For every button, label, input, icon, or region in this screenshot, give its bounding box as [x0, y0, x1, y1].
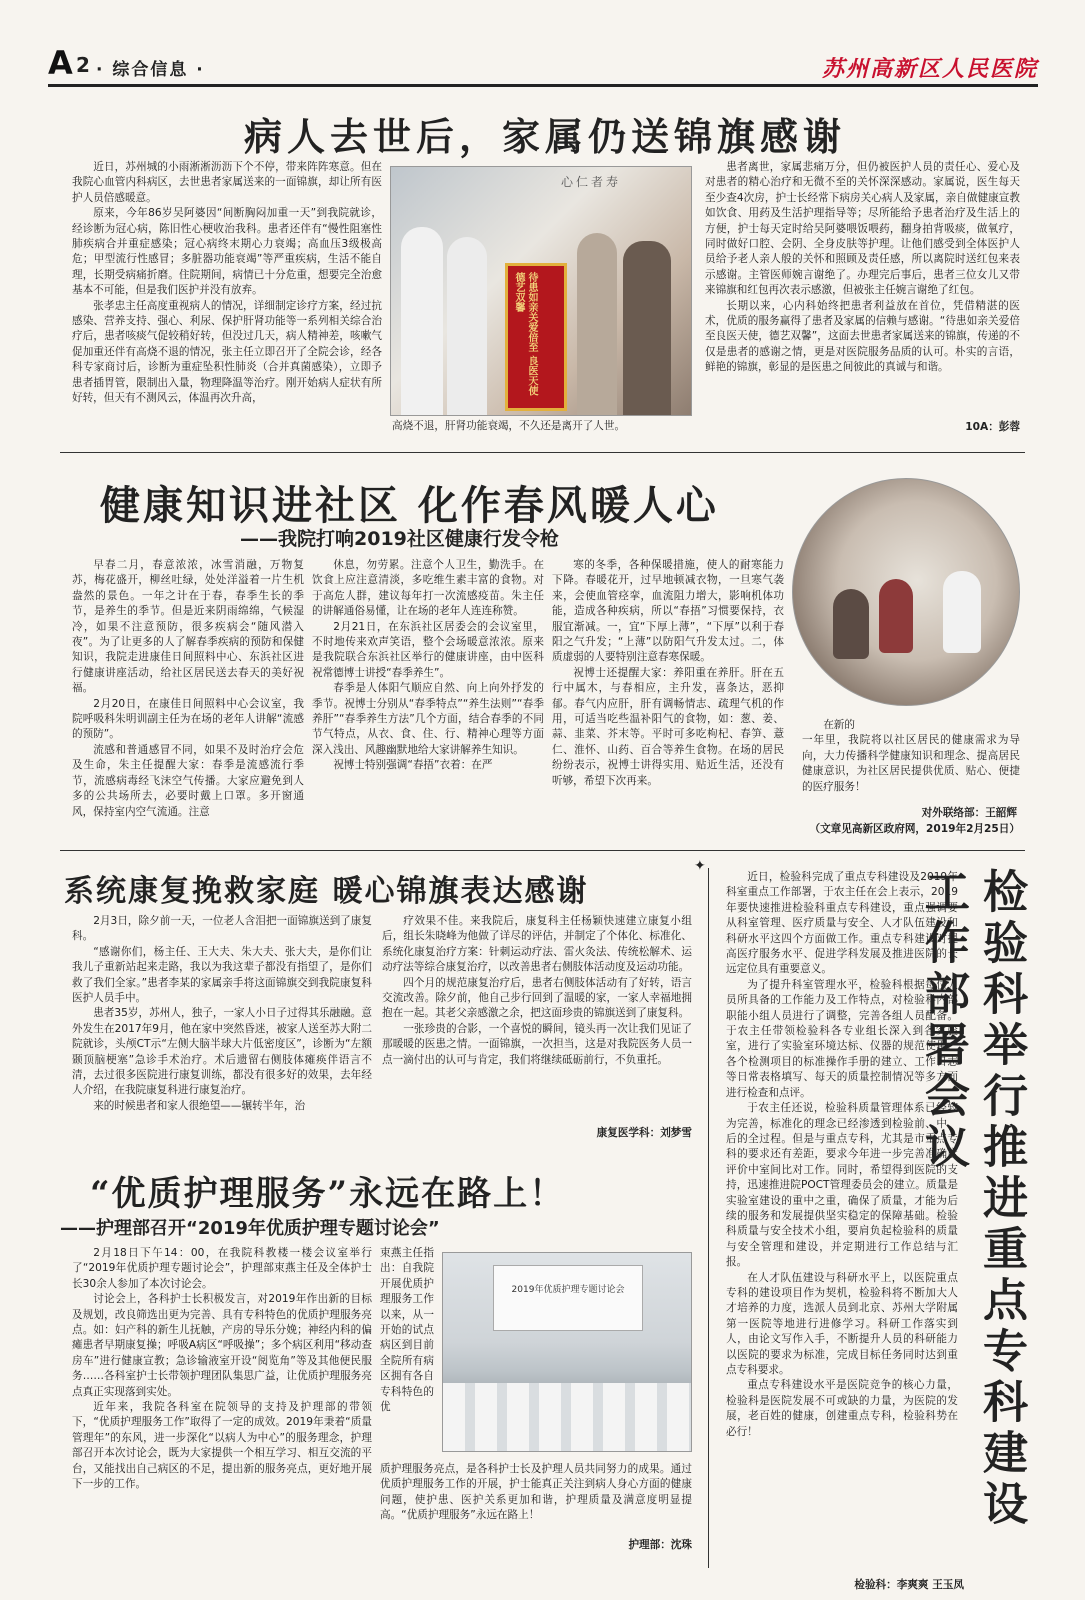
byline: 10A：彭蓉	[965, 421, 1020, 433]
article-title: 健康知识进社区 化作春风暖人心	[100, 483, 719, 529]
person-figure	[623, 241, 671, 416]
paragraph: 患者35岁，苏州人，独子，一家人小日子过得其乐融融。意外发生在2017年9月，他在家中突然昏迷，被家人送至苏大附二院就诊，头颅CT示“左侧大脑半球大片低密度区”，诊断为“左额颞顶脑梗塞”急诊手术治疗。术后遗留右侧肢体瘫痪伴语言不清，去过很多医院进行康复训练，都没有很多好的效果，去年经人介绍，在我院康复科进行康复治疗。	[72, 1007, 372, 1097]
paragraph: 早春二月，春意浓浓，冰雪消融，万物复苏，梅花盛开，柳丝吐绿，处处洋溢着一片生机盎然的景色。一年之计在于春，春季生长的季节，是养生的季节。但是近来阴雨绵绵，气候湿冷，如果不注意预防，很多疾病会“随风潜入夜”。为了让更多的人了解春季疾病的预防和保健知识，我院走进康佳日间照料中心、东浜社区进行健康讲座活动，给社区居民送去春天的美好祝福。	[72, 559, 304, 695]
byline: 检验科：李爽爽 王玉凤	[854, 1579, 964, 1591]
person-figure	[447, 237, 487, 416]
group-photo	[390, 166, 692, 416]
article-column: 质护理服务亮点，是各科护士长及护理人员共同努力的成果。通过优质护理服务工作的开展，护士能真正关注到病人身心方面的健康问题，使护患、医护关系更加和谐，护理质量及满意度明显提高。“优质护理服务”永远在路上！	[380, 1463, 692, 1522]
article-column	[705, 160, 1020, 425]
wall-banner: 心仁者寿	[561, 175, 622, 189]
article-column	[382, 914, 692, 1124]
divider	[60, 850, 1025, 851]
article-column	[72, 558, 304, 840]
audience	[443, 1383, 692, 1452]
screen-title: 2019年优质护理专题讨论会	[511, 1285, 625, 1295]
article-community-health	[60, 458, 1025, 848]
divider	[60, 452, 1025, 453]
paragraph: 原来，今年86岁吴阿婆因“间断胸闷加重一天”到我院就诊，经诊断为冠心病，陈旧性心梗收治我科。患者还伴有“慢性阻塞性肺疾病合并重症感染；冠心病终末期心力衰竭；高血压3级极高危；甲型流行性感冒；多脏器功能衰竭”等严重疾病，生活不能自理，长期受病痛折磨。住院期间，病情已十分危重，想要完全治愈基本不可能，但是我们医护并没有放弃。	[72, 207, 382, 297]
paragraph: 近年来，我院各科室在院领导的支持及护理部的带领下，“优质护理服务工作”取得了一定的成效。2019年秉着“质量管理年”的东风，进一步深化“以病人为中心”的服务理念，护理部召开本次讨论会，既为大家提供一个相互学习、相互交流的平台，又能找出自己病区的不足，提出新的服务亮点，更好地开展下一步的工作。	[72, 1401, 372, 1491]
paragraph: 寒的冬季，各种保暖措施，使人的耐寒能力下降。春暖花开，过早地顿减衣物，一旦寒气袭来，会使血管痉挛，血流阻力增大，影响机体功能，造成各种疾病，所以“春捂”习惯要保持，衣服宜渐减。一，宜“下厚上薄”，“下厚”以利于春阳之气升发；“上薄”以防阳气升发太过。二，体质虚弱的人要特别注意春寒保暖。	[552, 559, 784, 664]
paragraph: 2月21日，在东浜社区居委会的会议室里，不时地传来欢声笑语，整个会场暖意浓浓。原来是我院联合东浜社区举行的健康讲座，由中医科祝常德博士讲授“春季养生”。	[312, 620, 544, 679]
article-column	[72, 914, 372, 1154]
article-column	[72, 160, 382, 445]
paragraph: 近日，苏州城的小雨淅淅沥沥下个不停，带来阵阵寒意。但在我院心血管内科病区，去世患者家属送来的一面锦旗，却让所有医护人员倍感暖意。	[72, 161, 382, 204]
person-figure	[401, 227, 443, 416]
paragraph: 为了提升科室管理水平，检验科根据每位人员所具备的工作能力及工作特点，对检验科内部职能小组人员进行了调整，完善各组人员配备。于农主任带领检验科各专业组长深入到各实验室，进行了实验室环境达标、仪器的规范使用、各个检测项目的标准操作手册的建立、工作日志等日常表格填写、每天的质量控制情况等多方面进行检查和点评。	[726, 978, 958, 1099]
caption-lead: 在新的	[823, 719, 855, 731]
header-rule	[48, 84, 1038, 87]
article-column	[552, 558, 784, 840]
star-ornament: ✦	[694, 858, 706, 874]
article-laboratory	[694, 858, 1034, 1593]
masthead: 苏州高新区人民医院	[822, 56, 1039, 82]
projector-screen	[493, 1265, 643, 1331]
person-figure	[943, 571, 981, 653]
paragraph: 2月20日，在康佳日间照料中心会议室，我院呼吸科朱明训副主任为在场的老年人讲解“流感的预防”。	[72, 697, 304, 741]
byline: 康复医学科：刘梦雪	[596, 1127, 692, 1139]
page-letter: A	[48, 44, 73, 82]
page-number: 2	[76, 53, 90, 77]
paragraph: 患者离世，家属悲痛万分，但仍被医护人员的责任心、爱心及对患者的精心治疗和无微不至的关怀深深感动。家属说，医生每天至少查4次房，护士长经常下病房关心病人及家属，亲自做健康宣教如饮食、用药及生活护理指导等；尽所能给予患者治疗及生活上的方便，护士每天定时给吴阿婆喂饭喂药，翻身拍背吸痰，做氧疗，同时做好口腔、会阴、全身皮肤等护理。让他们感受到全体医护人员给予老人亲人般的关怀和照顾及责任感，所以离院时送红包来表示感谢。主管医师婉言谢绝了。办理完后事后，患者三位女儿又带来锦旗和红包再次表示感激，但被张主任婉言谢绝了红包。	[705, 161, 1020, 297]
article-patient-banner	[60, 96, 1025, 436]
person-figure	[833, 589, 869, 659]
silk-banner	[505, 263, 567, 411]
banner-text: 待患如亲关爱倍至 良医天使德艺双馨	[513, 272, 537, 396]
article-column	[72, 1246, 372, 1551]
article-nursing-service	[60, 1160, 700, 1580]
paragraph: 于农主任还说，检验科质量管理体系已经较为完善，标准化的理念已经渗透到检验前、中、后的全过程。但是与重点专科，尤其是市重点专科的要求还有差距，要求今年进一步完善准确度评价中室间比对工作。同时，希望得到医院的支持，迅速推进院POCT管理委员会的建立。质量是实验室建设的重中之重，确保了质量，才能为后续的服务和发展提供坚实稳定的保障基础。检验科质量与安全技术小组，要肩负起检验科的质量与安全管理和建设，并定期进行工作总结与汇报。	[726, 1102, 958, 1269]
paragraph: 四个月的规范康复治疗后，患者右侧肢体活动有了好转，语言交流改善。除夕前，他自己步行回到了温暖的家，一家人幸福地拥抱在一起。其老父亲感激之余，把这面珍贵的锦旗送到了康复科。	[382, 976, 692, 1020]
paragraph: 2月18日下午14：00，在我院科教楼一楼会议室举行了“2019年优质护理专题讨论会”，护理部束燕主任及全体护士长30余人参加了本次讨论会。	[72, 1247, 372, 1290]
paragraph: 休息，勿劳累。注意个人卫生，勤洗手。在饮食上应注意清淡，多吃维生素丰富的食物。对于高危人群，建议每年打一次流感疫苗。朱主任的讲解通俗易懂，让在场的老年人连连称赞。	[312, 559, 544, 618]
paragraph: 张孝忠主任高度重视病人的情况，详细制定诊疗方案，经过抗感染、营养支持、强心、利尿、保护肝肾功能等一系列相关综合治疗后，患者咳痰气促较稍好转，但没过几天，病人精神差，咳嗽气促加重还伴有高烧不退的情况，张主任立即召开了全院会诊，经各科专家商讨后，诊断为重症坠积性肺炎（合并真菌感染），立即予患者插胃管，限制出入量，物理降温等治疗。刚开始病人症状有所好转，但天有不测风云，体温再次升高，	[72, 299, 382, 405]
article-title: “优质护理服务”永远在路上！	[90, 1174, 566, 1214]
paragraph: 2月3日，除夕前一天，一位老人含泪把一面锦旗送到了康复科。	[72, 915, 372, 943]
community-photo	[792, 478, 1020, 706]
paragraph: 长期以来，心内科始终把患者利益放在首位，凭借精湛的医术，优质的服务赢得了患者及家属的信赖与感谢。“待患如亲关爱倍至良医天使，德艺双馨”，这面去世患者家属送来的锦旗，传递的不仅是患者的感谢之情，更是对医院服务品质的认可。朴实的言语，鲜艳的锦旗，彰显的是医患之间彼此的真诚与和谐。	[705, 299, 1020, 374]
article-title: 病人去世后，家属仍送锦旗感谢	[243, 114, 846, 159]
article-rehabilitation	[60, 856, 700, 1156]
paragraph: 讨论会上，各科护士长积极发言，对2019年作出新的目标及规划，改良筛选出更为完善、具有专科特色的优质护理服务亮点。如：妇产科的新生儿抚触，产房的导乐分娩；神经内科的偏瘫患者早期康复操；呼吸A病区“呼吸操”；多个病区利用“移动查房车”进行健康宣教；急诊输液室开设“阅览角”等及其他便民服务……各科室护士长带领护理团队集思广益，让优质护理服务亮点真正实现落到实处。	[72, 1293, 372, 1398]
paragraph: 来的时候患者和家人很绝望——辗转半年，治	[93, 1099, 306, 1112]
column-divider	[708, 868, 709, 1568]
paragraph: 在人才队伍建设与科研水平上，以医院重点专科的建设项目作为契机，检验科将不断加大人才培养的力度，选派人员到北京、苏州大学附属第一医院等地进行进修学习。科研工作落实到人，由论文写作入手，不断提升人员的科研能力以医院的要求为标准，完成目标任务同时达到重点专科要求。	[726, 1271, 958, 1376]
photo-caption: 高烧不退，肝肾功能衰竭，不久还是离开了人世。	[392, 420, 626, 432]
page-header	[0, 0, 1085, 90]
paragraph: “感谢你们，杨主任、王大夫、朱大夫、张大夫，是你们让我儿子重新站起来走路，我以为我这辈子都没有指望了，是你们救了我们全家。”患者李某的家属亲手将这面锦旗交到我院康复科医护人员手中。	[72, 945, 372, 1005]
paragraph: 祝博士特别强调“春捂”衣着：在严	[333, 759, 493, 772]
article-subtitle: ——我院打响2019社区健康行发令枪	[240, 528, 559, 550]
photo-caption	[802, 718, 1020, 800]
article-title: 检验科举行推进重点专科建设工作部署会议	[917, 868, 1028, 1531]
caption-text: 一年里，我院将以社区居民的健康需求为导向，大力传播科学健康知识和理念、提高居民健康意识，为社区居民提供优质、贴心、便捷的医疗服务！	[802, 734, 1020, 793]
paragraph: 流感和普通感冒不同，如果不及时治疗会危及生命，朱主任提醒大家：春季是流感流行季节，流感病毒经飞沫空气传播。大家应避免到人多的公共场所去，必要时戴上口罩。多开窗通风，保持室内空气流通。注意	[72, 743, 304, 818]
byline: 护理部：沈珠	[628, 1539, 692, 1551]
article-column: 束燕主任指出：自我院开展优质护理服务工作以来，从一开始的试点病区到目前全院所有病区拥有各自专科特色的优	[380, 1247, 434, 1414]
paragraph: 祝博士还提醒大家：养阳重在养肝。肝在五行中属木，与春相应，主升发，喜条达，恶抑郁。春气内应肝，肝有调畅情志、疏理气机的作用，可适当吃些温补阳气的食物，如：葱、姜、蒜、韭菜、芥末等。平时可多吃枸杞、春笋、薏仁、淮怀、山药、百合等养生食物。在场的居民纷纷表示，祝博士讲得实用、贴近生活，还没有听够，希望下次再来。	[552, 666, 784, 787]
article-title: 系统康复挽救家庭 暖心锦旗表达感谢	[64, 874, 589, 909]
paragraph: 春季是人体阳气顺应自然、向上向外抒发的季节。祝博士分别从“春季特点”“养生法则”“春季养肝”“春季养生方法”几个方面，结合春季的不同节气特点，从衣、食、住、行、精神心理等方面深入浅出、风趣幽默地给大家讲解养生知识。	[312, 682, 544, 756]
paragraph: 重点专科建设水平是医院竞争的核心力量，检验科是医院发展不可或缺的力量，为医院的发展，老百姓的健康，创建重点专科，检验科势在必行！	[726, 1379, 958, 1438]
source-note: （文章见高新区政府网，2019年2月25日）	[809, 823, 1020, 835]
paragraph: 近日，检验科完成了重点专科建设及2019年科室重点工作部署，于农主任在会上表示，2019年要快速推进检验科重点专科建设，重点强调要从科室管理、医疗质量与安全、人才队伍建设和科研水平这四个方面做工作。重点专科建设对提高医疗服务水平、促进学科发展及推进医院的长远定位具有重要意义。	[726, 871, 958, 976]
paragraph: 疗效果不佳。来我院后，康复科主任杨颖快速建立康复小组后，组长朱晓峰为他做了详尽的评估，并制定了个体化、标准化、系统化康复治疗方案：针刺运动疗法、雷火灸法、传统松解术、运动疗法等综合康复治疗，以改善患者右侧肢体活动度及运动功能。	[382, 915, 692, 974]
article-column	[312, 558, 544, 840]
person-figure	[577, 233, 617, 416]
meeting-photo	[442, 1252, 692, 1452]
article-subtitle: ——护理部召开“2019年优质护理专题讨论会”	[60, 1218, 440, 1239]
byline: 对外联络部：王韶辉	[921, 807, 1017, 819]
section-label: · 综合信息 ·	[96, 60, 205, 80]
paragraph: 一张珍贵的合影，一个喜悦的瞬间，镜头再一次让我们见证了那暖暖的医患之情。一面锦旗，一次担当，这是对我院医务人员一点一滴付出的认可与肯定，我们将继续砥砺前行，不负重托。	[382, 1022, 692, 1066]
person-figure	[879, 579, 913, 653]
